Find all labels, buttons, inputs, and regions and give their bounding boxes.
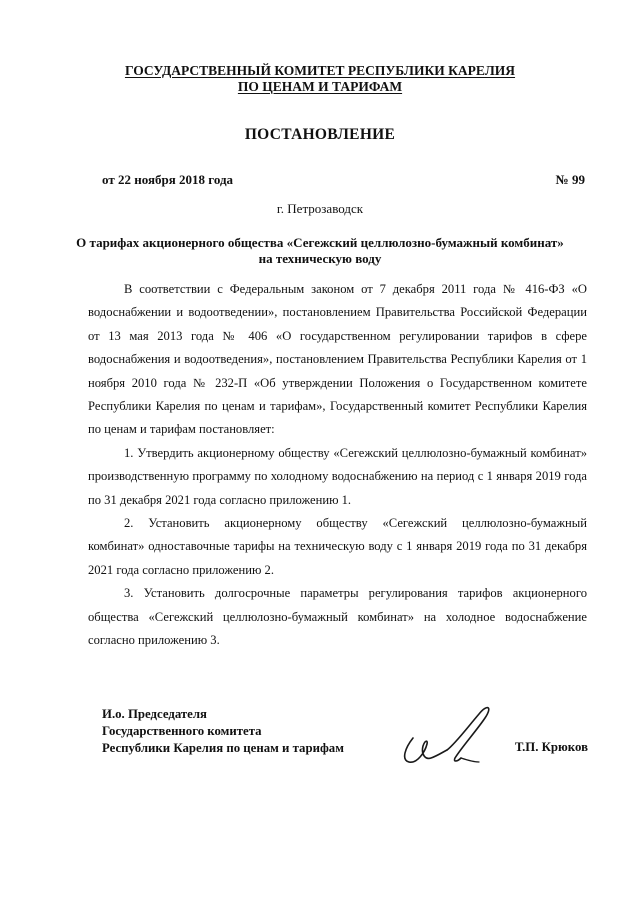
subject-line-2: на техническую воду — [258, 251, 382, 266]
signatory-title — [102, 706, 344, 757]
subject-line-1: О тарифах акционерного общества «Сегежский целлюлозно-бумажный комбинат» — [76, 235, 564, 250]
resolution-item-1: 1. Утвердить акционерному обществу «Сегежский целлюлозно-бумажный комбинат» производственную программу по холодному водоснабжению на период с 1 января 2019 года по 31 декабря 2021 года согласно приложению 1. — [88, 445, 587, 507]
document-date: от 22 ноября 2018 года — [102, 172, 234, 187]
document-type: ПОСТАНОВЛЕНИЕ — [244, 126, 396, 143]
document-subject — [0, 235, 640, 267]
document-number: № 99 — [555, 172, 585, 187]
issuer-header — [0, 63, 640, 95]
date-number-row — [102, 172, 585, 188]
signatory-name: Т.П. Крюков — [514, 740, 588, 754]
preamble-paragraph: В соответствии с Федеральным законом от 7 декабря 2011 года № 416-ФЗ «О водоснабжении и водоотведении», постановлением Правительства Российской Федерации от 13 мая 2013 года № 406 «О государственном регулировании тарифов в сфере водоснабжения и водоотведения», постановлением Правительства Республики Карелия от 1 ноября 2010 года № 232-П «Об утверждении Положения о Государственном комитете Республики Карелия по ценам и тарифам», Государственный комитет Республики Карелия по ценам и тарифам постановляет: — [88, 282, 587, 437]
resolution-item-2: 2. Установить акционерному обществу «Сегежский целлюлозно-бумажный комбинат» одноставочные тарифы на техническую воду с 1 января 2019 года по 31 декабря 2021 года согласно приложению 2. — [88, 516, 587, 577]
signatory-title-line-2: Государственного комитета — [102, 724, 262, 738]
resolution-item-3: 3. Установить долгосрочные параметры регулирования тарифов акционерного общества «Сегежский целлюлозно-бумажный комбинат» на холодное водоснабжение согласно приложению 3. — [88, 586, 587, 648]
issuer-line-1: ГОСУДАРСТВЕННЫЙ КОМИТЕТ РЕСПУБЛИКИ КАРЕЛИЯ — [124, 63, 516, 78]
signatory-title-line-3: Республики Карелия по ценам и тарифам — [102, 741, 344, 755]
handwritten-signature — [395, 700, 505, 770]
document-body — [88, 278, 587, 653]
document-city: г. Петрозаводск — [276, 201, 364, 216]
issuer-line-2: ПО ЦЕНАМ И ТАРИФАМ — [237, 79, 403, 94]
signatory-title-line-1: И.о. Председателя — [102, 707, 207, 721]
